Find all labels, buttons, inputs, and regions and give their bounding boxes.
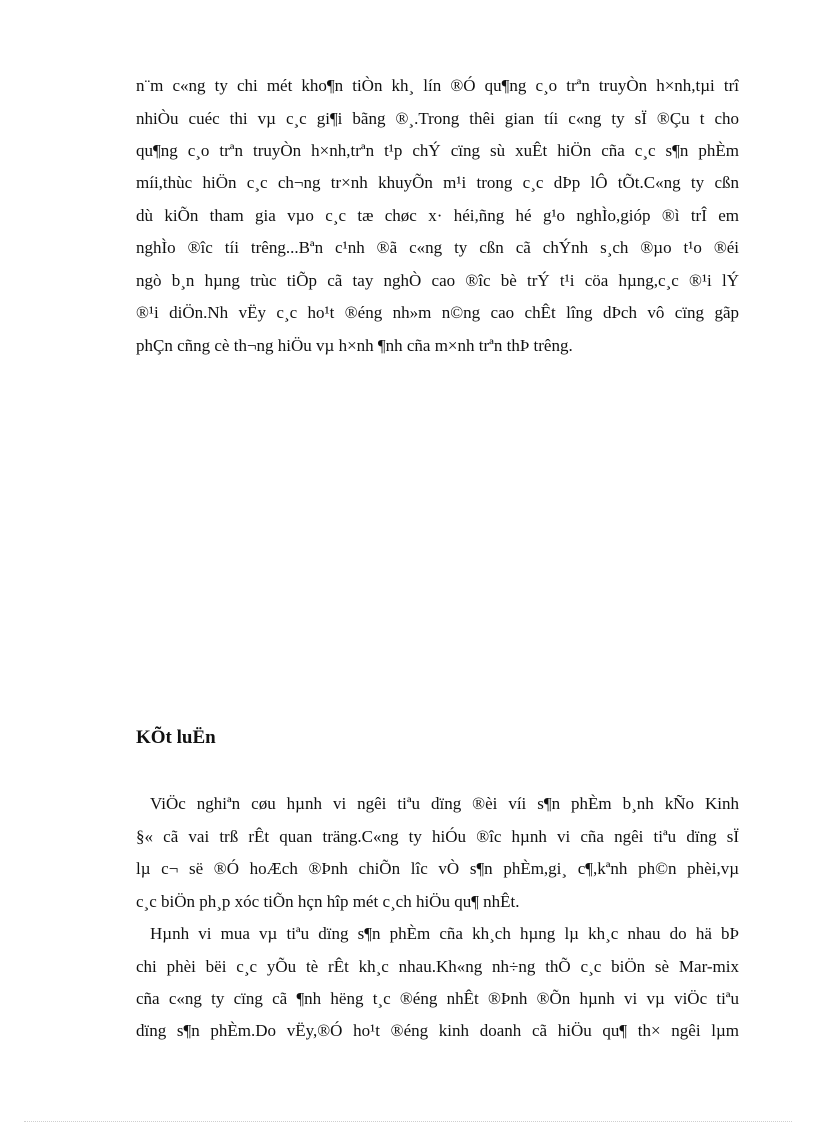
body-text-line: phÇn cñng cè th¬ng hiÖu vµ h×nh ¶nh cña m×nh trªn thÞ trêng. <box>136 336 573 355</box>
body-text-line: míi,thùc hiÖn c¸c ch¬ng tr×nh khuyÕn m¹i trong c¸c dÞp lÔ tÕt.C«ng ty cßn <box>136 173 739 192</box>
body-text-line: nghÌo ®îc tíi trêng...Bªn c¹nh ®ã c«ng ty cßn cã chÝnh s¸ch ®µo t¹o ®éi <box>136 238 739 257</box>
body-text-line: n¨m c«ng ty chi mét kho¶n tiÒn kh¸ lín ®Ó qu¶ng c¸o trªn truyÒn h×nh,tµi trî <box>136 76 739 95</box>
body-text-line: qu¶ng c¸o trªn truyÒn h×nh,trªn t¹p chÝ cïng sù xuÊt hiÖn cña c¸c s¶n phÈm <box>136 141 739 160</box>
body-text-line: ngò b¸n hµng trùc tiÕp cã tay nghÒ cao ®îc bè trÝ t¹i cöa hµng,c¸c ®¹i lÝ <box>136 271 739 290</box>
body-text-line: ViÖc nghiªn cøu hµnh vi ngêi tiªu dïng ®èi víi s¶n phÈm b¸nh kÑo Kinh <box>150 794 739 813</box>
body-text-line: dïng s¶n phÈm.Do vËy,®Ó ho¹t ®éng kinh doanh cã hiÖu qu¶ th× ngêi lµm <box>136 1021 739 1040</box>
body-text-line: lµ c¬ së ®Ó hoÆch ®Þnh chiÕn lîc vÒ s¶n phÈm,gi¸ c¶,kªnh ph©n phèi,vµ <box>136 859 739 878</box>
body-text-line: cña c«ng ty cïng cã ¶nh hëng t¸c ®éng nhÊt ®Þnh ®Õn hµnh vi vµ viÖc tiªu <box>136 989 739 1008</box>
body-text-line: dù kiÕn tham gia vµo c¸c tæ chøc x· héi,ñng hé g¹o nghÌo,gióp ®ì trÎ em <box>136 206 739 225</box>
body-text-line: Hµnh vi mua vµ tiªu dïng s¶n phÈm cña kh¸ch hµng lµ kh¸c nhau do hä bÞ <box>150 924 739 943</box>
body-text-line: §« cã vai trß rÊt quan träng.C«ng ty hiÓu ®îc hµnh vi cña ngêi tiªu dïng sÏ <box>136 827 739 846</box>
body-text-line: chi phèi bëi c¸c yÕu tè rÊt kh¸c nhau.Kh«ng nh÷ng thÕ c¸c biÖn sè Mar-mix <box>136 957 739 976</box>
page-bottom-divider <box>24 1121 792 1122</box>
body-text-line: c¸c biÖn ph¸p xóc tiÕn hçn hîp mét c¸ch hiÖu qu¶ nhÊt. <box>136 892 520 911</box>
section-heading: KÕt luËn <box>136 727 216 748</box>
body-text-line: nhiÒu cuéc thi vµ c¸c gi¶i bãng ®¸.Trong thêi gian tíi c«ng ty sÏ ®Çu t cho <box>136 109 739 128</box>
body-text-line: ®¹i diÖn.Nh vËy c¸c ho¹t ®éng nh»m n©ng cao chÊt lîng dÞch vô cïng gãp <box>136 303 739 322</box>
